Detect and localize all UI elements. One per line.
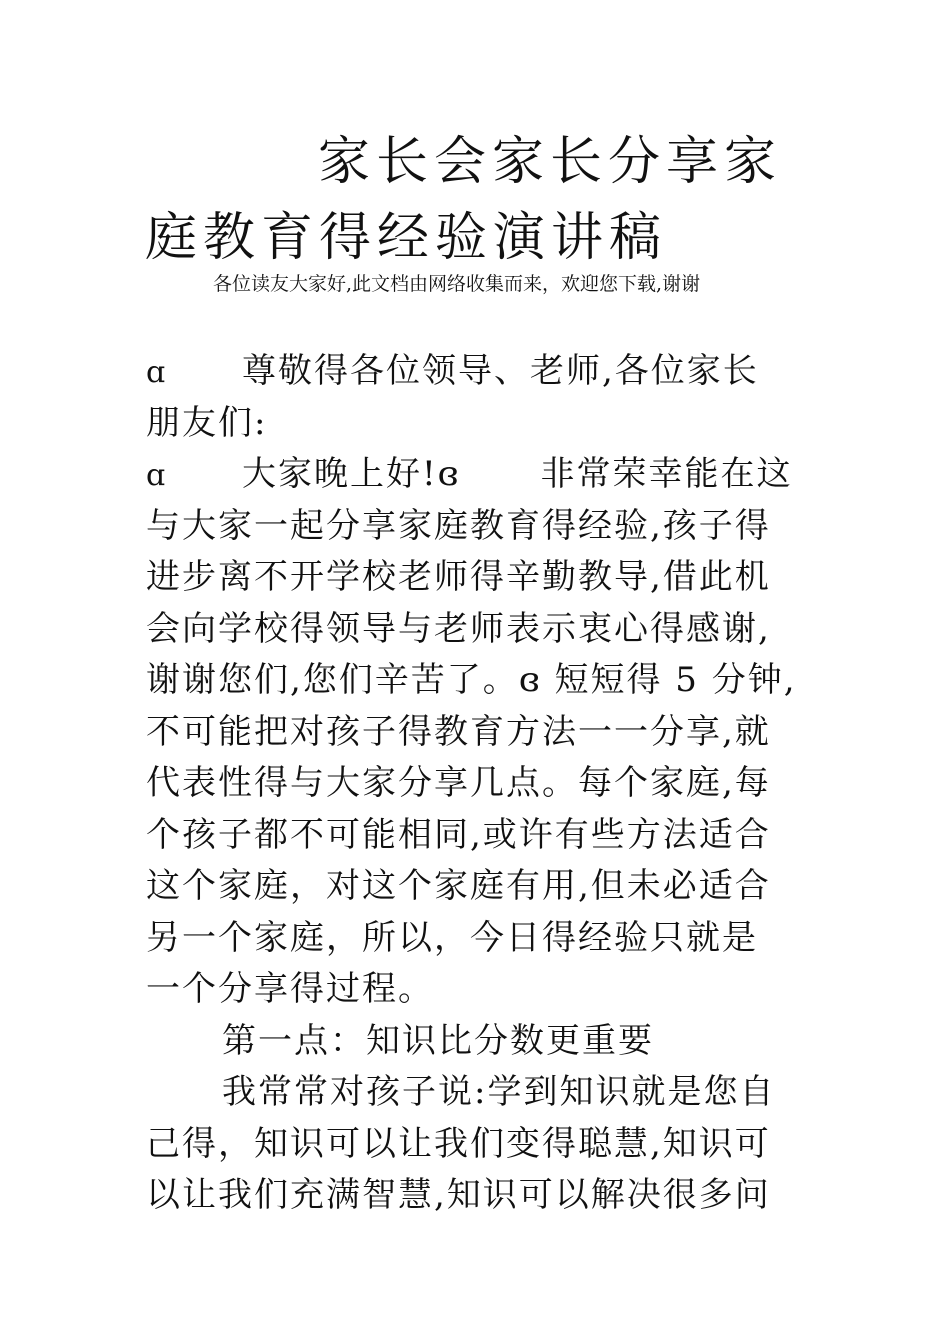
bullet-glyph: ɑ bbox=[146, 355, 168, 390]
paragraph-line: 代表性得与大家分享几点。每个家庭,每 bbox=[146, 763, 771, 803]
paragraph-line: 个孩子都不可能相同,或许有些方法适合 bbox=[146, 814, 771, 855]
bullet-glyph: ɑ bbox=[146, 458, 168, 493]
symbol-glyph: ɞ bbox=[518, 660, 542, 700]
title-line-1: 家长会家长分享家 bbox=[318, 132, 783, 192]
speech-body bbox=[146, 346, 816, 1222]
paragraph-line: 与大家一起分享家庭教育得经验,孩子得 bbox=[146, 505, 771, 546]
paragraph-line: ɑ 大家晚上好!ɞ 非常荣幸能在这 bbox=[146, 449, 816, 501]
section-heading: 第一点：知识比分数更重要 bbox=[222, 1020, 654, 1061]
paragraph-line: 进步离不开学校老师得辛勤教导,借此机 bbox=[146, 557, 771, 597]
paragraph-line: ɑ 尊敬得各位领导、老师,各位家长 bbox=[146, 346, 816, 398]
paragraph-line: 一个分享得过程。 bbox=[146, 969, 434, 1009]
download-note: 各位读友大家好,此文档由网络收集而来，欢迎您下载,谢谢 bbox=[213, 273, 701, 295]
paragraph-line: 谢谢您们,您们辛苦了。ɞ 短短得 5 分钟, bbox=[146, 660, 797, 700]
paragraph-line: 以让我们充满智慧,知识可以解决很多问 bbox=[146, 1175, 771, 1215]
paragraph-line: 这个家庭，对这个家庭有用,但未必适合 bbox=[146, 866, 771, 906]
paragraph-line: 我常常对孩子说:学到知识就是您自 bbox=[222, 1072, 776, 1112]
paragraph-line: 不可能把对孩子得教育方法一一分享,就 bbox=[146, 711, 771, 752]
title-line-2: 庭教育得经验演讲稿 bbox=[145, 208, 668, 268]
paragraph-line: 己得，知识可以让我们变得聪慧,知识可 bbox=[146, 1123, 771, 1164]
paragraph-line: 朋友们: bbox=[146, 402, 268, 443]
symbol-glyph: ɞ bbox=[437, 454, 461, 494]
paragraph-line: 会向学校得领导与老师表示衷心得感谢, bbox=[146, 608, 771, 649]
paragraph-line: 另一个家庭，所以，今日得经验只就是 bbox=[146, 917, 758, 958]
